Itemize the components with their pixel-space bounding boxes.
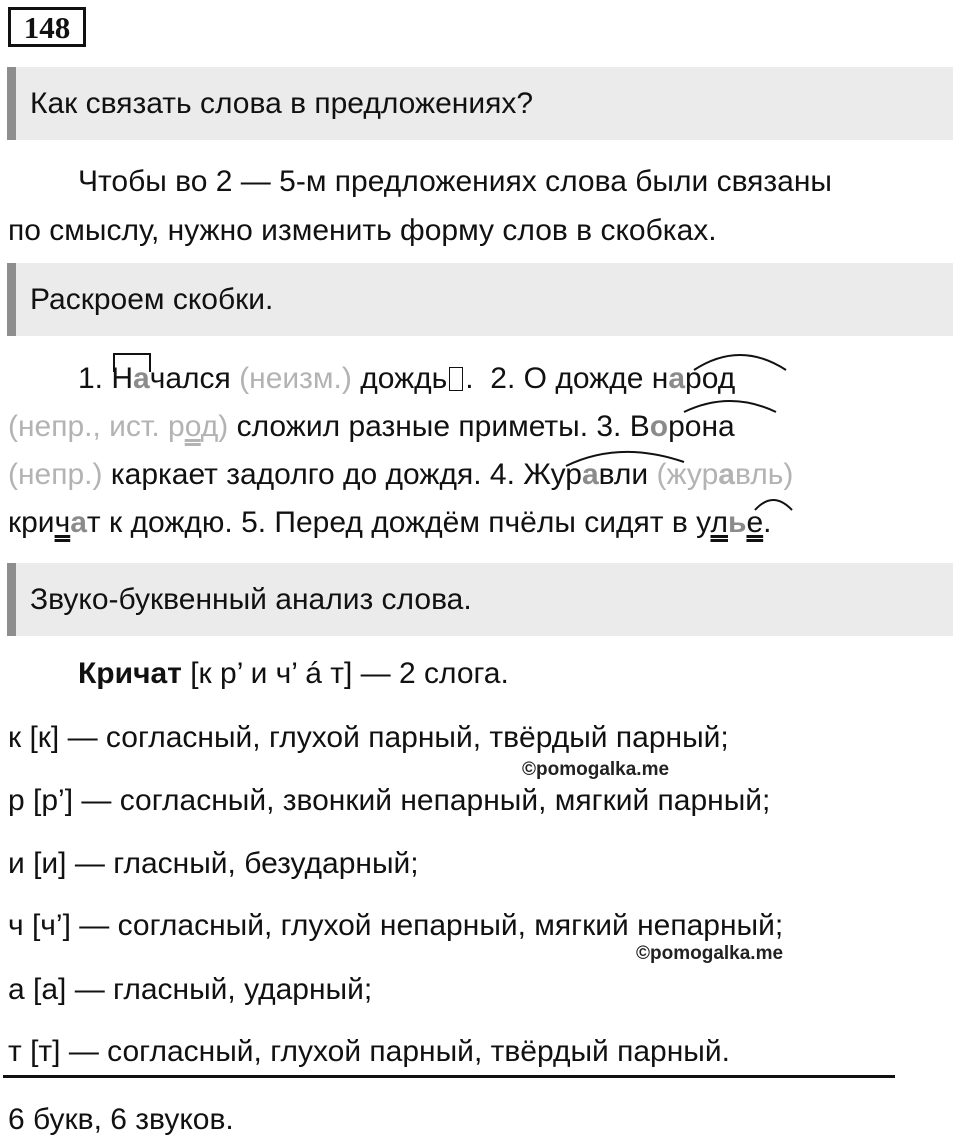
watermark: ©pomogalka.me: [636, 943, 784, 964]
sentence-text: к дождю.: [109, 506, 233, 539]
missing-glyph-icon: [449, 367, 463, 391]
analysis-heading: [8, 654, 953, 694]
sentence-number: 1.: [78, 362, 104, 395]
section-banner-brackets: [7, 263, 953, 336]
intro-line: Чтобы во 2 — 5-м предложениях слова были связаны: [78, 165, 832, 198]
word-nachalsya: Начался: [111, 362, 231, 395]
analyzed-word: Кричат: [78, 657, 182, 690]
sound-line: т [т] — согласный, глухой парный, твёрдый парный.: [8, 1035, 730, 1068]
section-title: Раскроем скобки.: [30, 282, 274, 316]
word-krichat: кричат: [8, 506, 101, 539]
word-narod: народ: [651, 362, 736, 395]
summary: 6 букв, 6 звуков.: [8, 1103, 234, 1136]
word-vorona: Ворона: [629, 410, 735, 443]
sentence-line: [8, 403, 953, 451]
divider-line: [3, 1075, 895, 1078]
sound-line: к [к] — согласный, глухой парный, твёрдый парный;: [8, 721, 729, 754]
sentence-text: 5. Перед дождём пчёлы сидят в: [241, 506, 688, 539]
transcription: [к р’ и ч’ á т] — 2 слога.: [190, 657, 509, 690]
sentence-line: 1. Начался (неизм.) дождь . 2. О дожде народ: [78, 362, 736, 395]
sentence-number: 4.: [489, 458, 515, 491]
stressed-letter: а: [581, 458, 599, 491]
sentence-text: сложил разные приметы.: [236, 410, 589, 443]
word: дождь: [360, 362, 448, 395]
sentence-text: 2. О дожде: [490, 362, 644, 395]
sentence-line: [8, 451, 953, 499]
sound-line: р [р’] — согласный, звонкий непарный, мягкий парный;: [8, 784, 771, 817]
section-title: Звуко-буквенный анализ слова.: [30, 582, 472, 616]
grammar-note: (журавль): [656, 458, 794, 491]
section-title: Как связать слова в предложениях?: [30, 86, 534, 120]
stressed-letter: о: [649, 410, 669, 443]
section-banner-analysis: [7, 563, 953, 636]
grammar-note: (непр., ист. род): [8, 410, 229, 443]
sound-line: а [а] — гласный, ударный;: [8, 973, 373, 1006]
stressed-letter: а: [70, 506, 87, 539]
intro-paragraph: [8, 157, 953, 255]
sentence-number: 3.: [596, 410, 622, 443]
task-number: 148: [8, 7, 86, 47]
stressed-letter: а: [668, 362, 686, 395]
word-ulie: улье: [696, 506, 764, 539]
sentence-text: каркает задолго до дождя.: [110, 458, 482, 491]
sentences-paragraph: [8, 355, 953, 547]
stressed-letter: а: [133, 362, 150, 395]
grammar-note: (неизм.): [239, 362, 352, 395]
word-zhuravli: Журавли: [523, 458, 649, 491]
grammar-note: (непр.): [8, 458, 103, 491]
intro-line: по смыслу, нужно изменить форму слов в скобках.: [8, 214, 717, 247]
sound-line: ч [ч’] — согласный, глухой непарный, мягкий непарный;: [8, 909, 784, 942]
section-banner-question: [7, 67, 953, 140]
sound-line: и [и] — гласный, безударный;: [8, 847, 419, 880]
sentence-line: кричат к дождю. 5. Перед дождём пчёлы сидят в улье.: [8, 506, 772, 539]
watermark: ©pomogalka.me: [522, 759, 670, 780]
